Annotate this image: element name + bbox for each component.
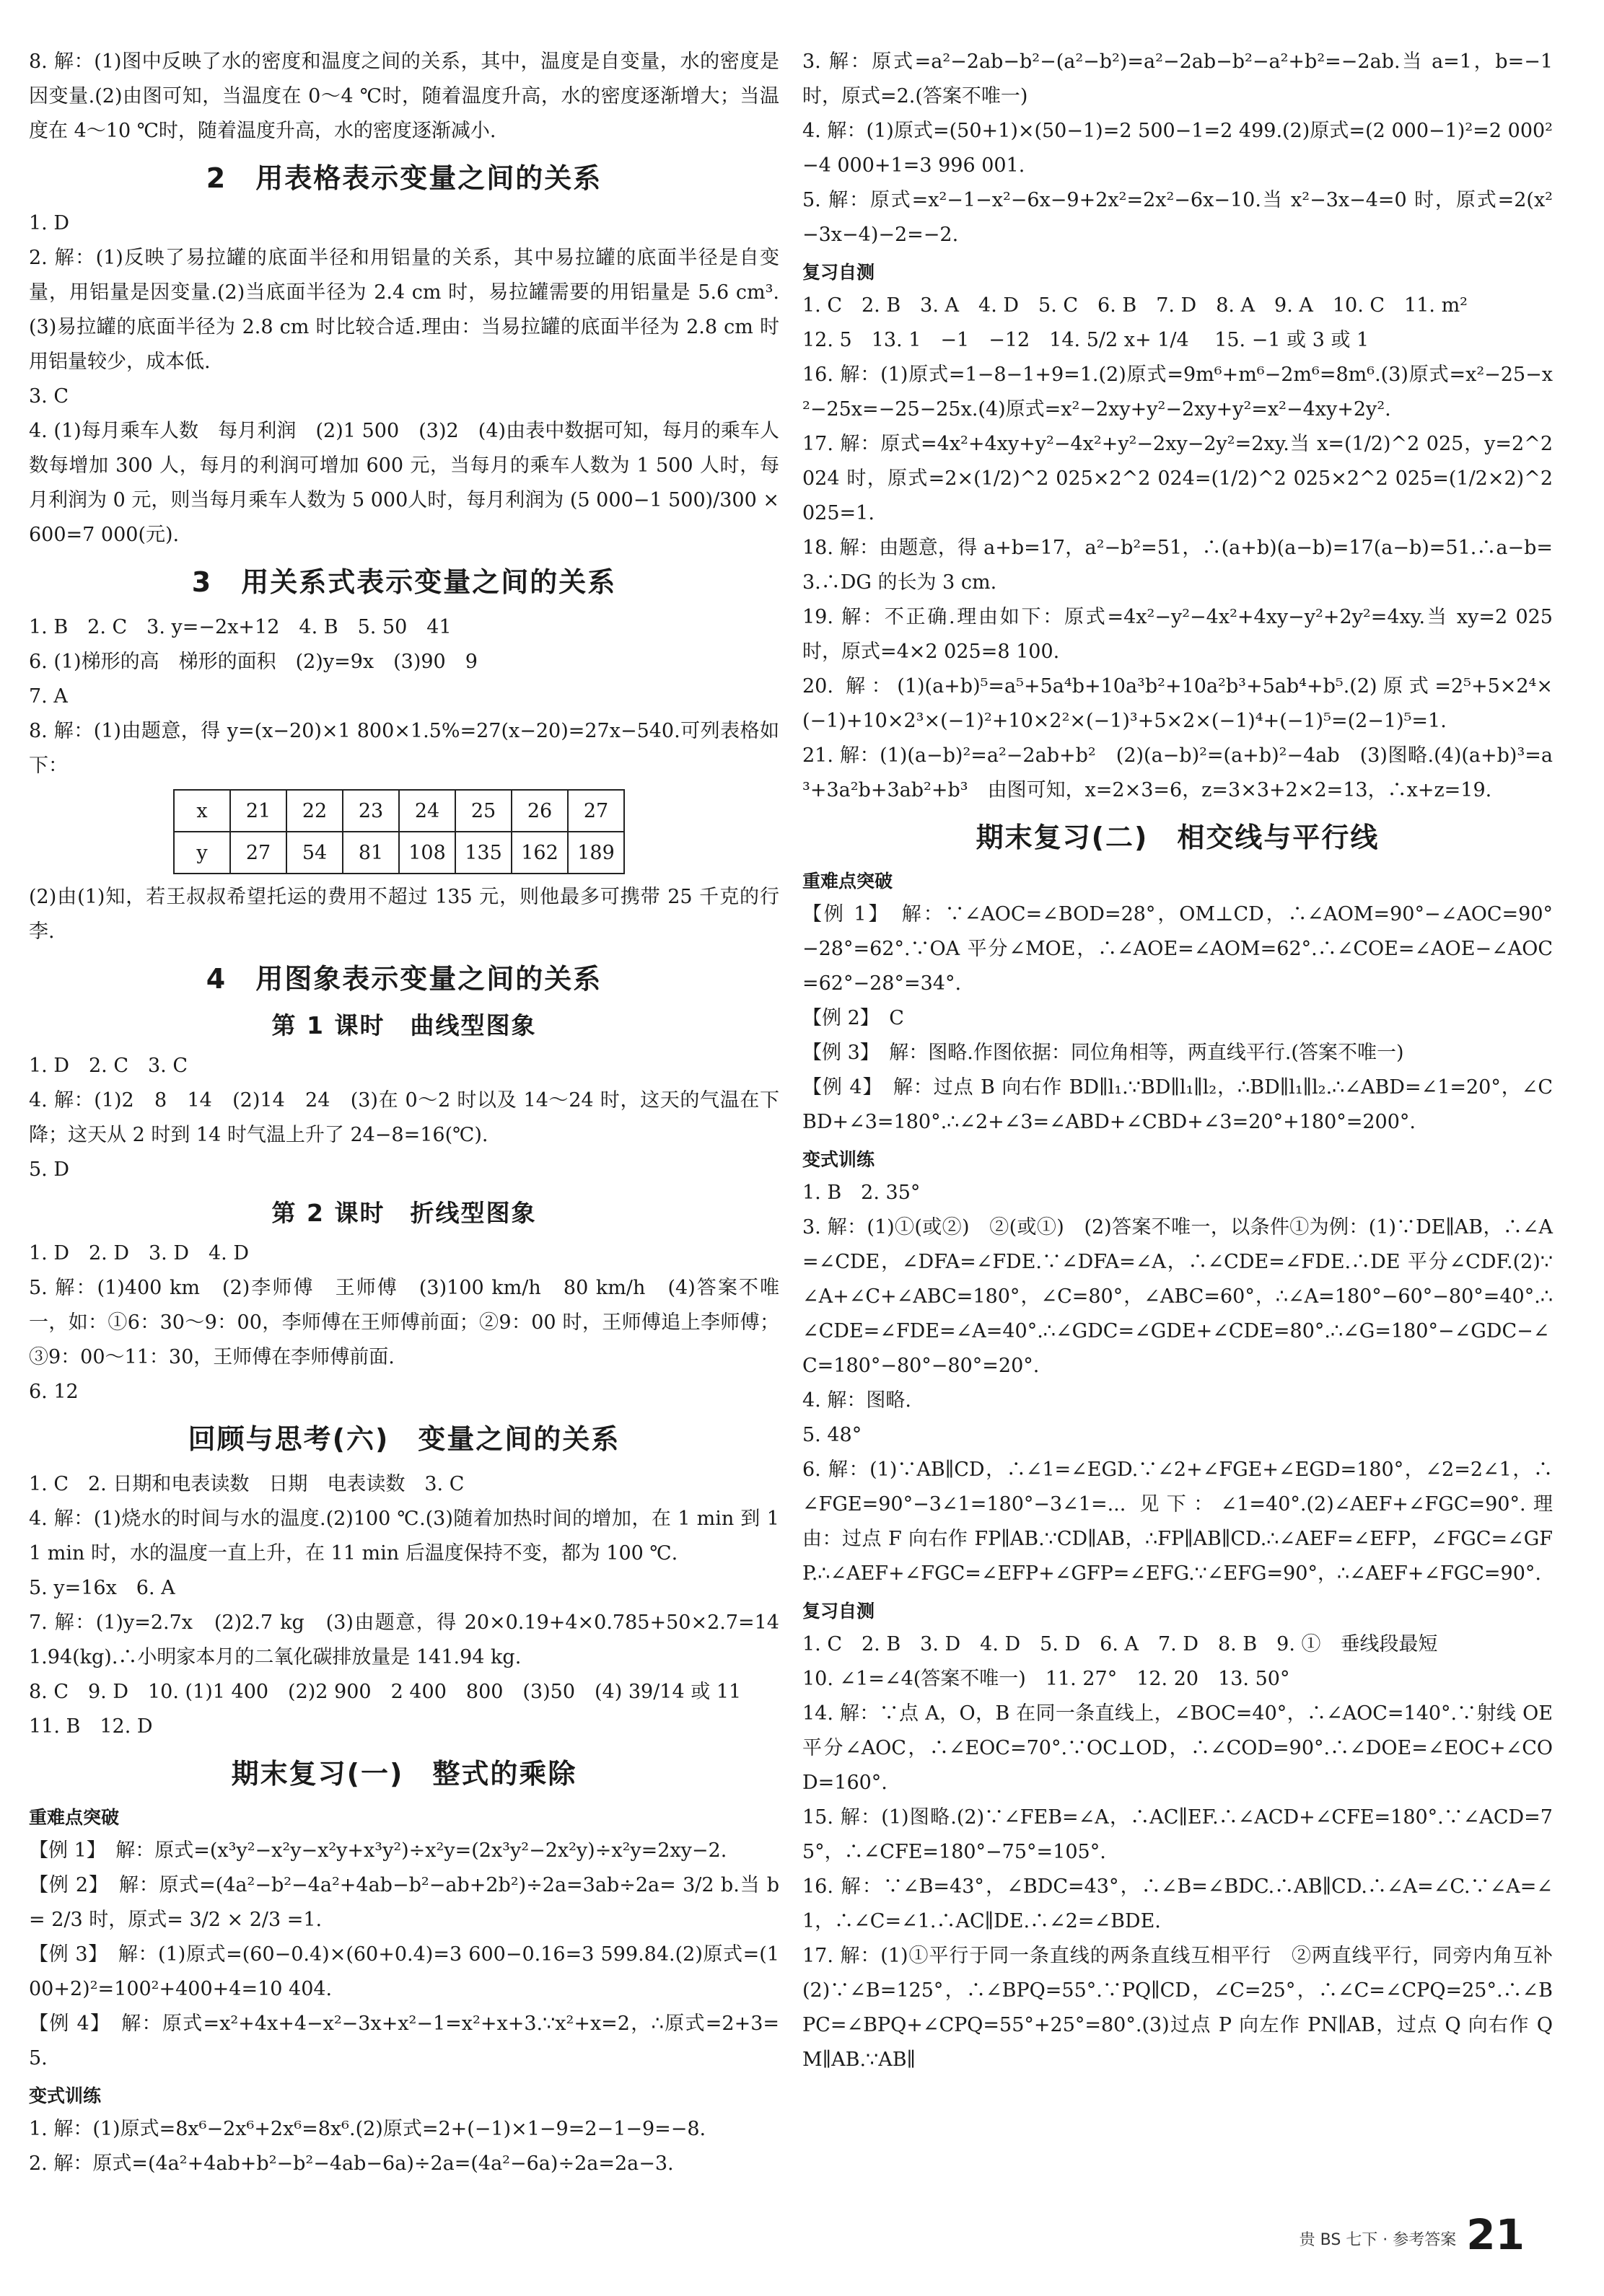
answer-line: 5. 解：原式=x²−1−x²−6x−9+2x²=2x²−6x−10.当 x²−3x−4=0 时，原式=2(x²−3x−4)−2=−2.: [802, 189, 1553, 246]
answer-line: 16. 解：(1)原式=1−8−1+9=1.(2)原式=9m⁶+m⁶−2m⁶=8m⁶.(3)原式=x²−25−x²−25x=−25−25x.(4)原式=x²−2xy+y²−2xy+y²=x²−4xy+2y².: [802, 364, 1553, 421]
answer-line: 1. B 2. C 3. y=−2x+12 4. B 5. 50 41: [29, 616, 452, 638]
answer-line: 6. (1)梯形的高 梯形的面积 (2)y=9x (3)90 9: [29, 651, 478, 673]
left-column: [29, 45, 779, 2181]
answer-line: 1. C 2. 日期和电表读数 日期 电表读数 3. C: [29, 1473, 465, 1495]
page-number: 21: [1466, 2210, 1525, 2259]
answer-line: 21. 解：(1)(a−b)²=a²−2ab+b² (2)(a−b)²=(a+b)²−4ab (3)图略.(4)(a+b)³=a³+3a²b+3ab²+b³ 由图可知，x=2×3=6，z=3×3+2×2=13，∴x+z=19.: [802, 744, 1553, 801]
lesson-1-title: 第 1 课时 曲线型图象: [271, 1011, 537, 1039]
answer-line: 1. B 2. 35°: [802, 1182, 921, 1204]
example-line: 【例 4】 解：过点 B 向右作 BD∥l₁.∵BD∥l₁∥l₂，∴BD∥l₁∥l₂.∴∠ABD=∠1=20°，∠CBD+∠3=180°.∴∠2+∠3=∠ABD+∠CBD+∠3=20°+180°=200°.: [802, 1076, 1553, 1133]
table-x-label: x: [174, 790, 230, 832]
variation-heading: 变式训练: [802, 1149, 875, 1170]
answer-line: 1. D 2. C 3. C: [29, 1055, 188, 1077]
answer-line: 1. D 2. D 3. D 4. D: [29, 1242, 249, 1264]
answer-line: 3. C: [29, 385, 69, 408]
variation-heading: 变式训练: [29, 2085, 102, 2106]
answer-line: 4. (1)每月乘车人数 每月利润 (2)1 500 (3)2 (4)由表中数据可知，每月的乘车人数每增加 300 人，每月的利润可增加 600 元，当每月的乘车人数为 1 500 人时，每月利润为 0 元，则当每月乘车人数为 5 000人时，每月利润为 (5 000−1 500)/300 ×600=7 000(元).: [29, 420, 779, 546]
answer-line: 16. 解：∵∠B=43°，∠BDC=43°，∴∠B=∠BDC.∴AB∥CD.∴∠A=∠C.∵∠A=∠1，∴∠C=∠1.∴AC∥DE.∴∠2=∠BDE.: [802, 1875, 1553, 1932]
table-cell: 135: [455, 832, 512, 874]
answer-line: 6. 解：(1)∵AB∥CD，∴∠1=∠EGD.∵∠2+∠FGE+∠EGD=180°，∠2=2∠1，∴∠FGE=90°−3∠1=180°−3∠1=... 见下：∠1=40°.(2)∠AEF+∠FGC=90°.理由：过点 F 向右作 FP∥AB.∵CD∥AB，∴FP∥AB∥CD.∴∠AEF=∠EFP，∠FGC=∠GFP.∴∠AEF+∠FGC=∠EFP+∠GFP=∠EFG.∵∠EFG=90°，∴∠AEF+∠FGC=90°.: [802, 1459, 1553, 1585]
answer-line: 15. 解：(1)图略.(2)∵∠FEB=∠A，∴AC∥EF.∴∠ACD+∠CFE=180°.∵∠ACD=75°，∴∠CFE=180°−75°=105°.: [802, 1806, 1553, 1863]
example-line: 【例 3】 解：图略.作图依据：同位角相等，两直线平行.(答案不唯一): [802, 1042, 1404, 1064]
page-footer: [1299, 2210, 1525, 2259]
answer-line: 1. C 2. B 3. D 4. D 5. D 6. A 7. D 8. B 9. ① 垂线段最短: [802, 1633, 1438, 1655]
answer-line: 14. 解：∵点 A，O，B 在同一条直线上，∠BOC=40°，∴∠AOC=140°.∵射线 OE 平分∠AOC，∴∠EOC=70°.∵OC⊥OD，∴∠COD=90°.∴∠DOE=∠EOC+∠COD=160°.: [802, 1702, 1553, 1794]
section-3-title: 3 用关系式表示变量之间的关系: [191, 566, 617, 598]
key-points-heading: 重难点突破: [802, 871, 893, 892]
answer-line: (2)由(1)知，若王叔叔希望托运的费用不超过 135 元，则他最多可携带 25 千克的行李.: [29, 886, 779, 943]
answer-line: 10. ∠1=∠4(答案不唯一) 11. 27° 12. 20 13. 50°: [802, 1668, 1290, 1690]
xy-table: [173, 789, 625, 874]
answer-line: 3. 解：(1)①(或②) ②(或①) (2)答案不唯一，以条件①为例：(1)∵DE∥AB，∴∠A=∠CDE，∠DFA=∠FDE.∵∠DFA=∠A，∴∠CDE=∠FDE.∴DE 平分∠CDF.(2)∵∠A+∠C+∠ABC=180°，∠C=80°，∠ABC=60°，∴∠A=180°−60°−80°=40°.∴∠CDE=∠FDE=∠A=40°.∴∠GDC=∠GDE+∠CDE=80°.∴∠G=180°−∠GDC−∠C=180°−80°−80°=20°.: [802, 1216, 1553, 1377]
answer-line: 5. y=16x 6. A: [29, 1577, 175, 1599]
table-cell: 26: [512, 790, 568, 832]
answer-line: 2. 解：(1)反映了易拉罐的底面半径和用铝量的关系，其中易拉罐的底面半径是自变量，用铝量是因变量.(2)当底面半径为 2.4 cm 时，易拉罐需要的用铝量是 5.6 cm³.(3)易拉罐的底面半径为 2.8 cm 时比较合适.理由：当易拉罐的底面半径为 2.8 cm 时用铝量较少，成本低.: [29, 247, 779, 373]
table-cell: 27: [568, 790, 624, 832]
answer-line: 1. D: [29, 212, 69, 234]
answer-line: 20. 解：(1)(a+b)⁵=a⁵+5a⁴b+10a³b²+10a²b³+5ab⁴+b⁵.(2)原式=2⁵+5×2⁴×(−1)+10×2³×(−1)²+10×2²×(−1)³+5×2×(−1)⁴+(−1)⁵=(2−1)⁵=1.: [802, 675, 1553, 732]
answer-line: 5. 48°: [802, 1424, 862, 1446]
answer-line: 11. B 12. D: [29, 1715, 153, 1738]
answer-line: 7. A: [29, 685, 68, 708]
answer-line: 5. D: [29, 1158, 69, 1181]
footer-text: 贵 BS 七下 · 参考答案: [1299, 2231, 1457, 2249]
answer-line: 2. 解：原式=(4a²+4ab+b²−b²−4ab−6a)÷2a=(4a²−6a)÷2a=2a−3.: [29, 2152, 674, 2175]
section-4-title: 4 用图象表示变量之间的关系: [206, 963, 602, 995]
table-cell: 22: [286, 790, 343, 832]
answer-line: 1. 解：(1)原式=8x⁶−2x⁶+2x⁶=8x⁶.(2)原式=2+(−1)×1−9=2−1−9=−8.: [29, 2118, 706, 2140]
table-cell: 162: [512, 832, 568, 874]
answer-line: 19. 解：不正确.理由如下：原式=4x²−y²−4x²+4xy−y²+2y²=4xy.当 xy=2 025 时，原式=4×2 025=8 100.: [802, 606, 1553, 663]
answer-line: 7. 解：(1)y=2.7x (2)2.7 kg (3)由题意，得 20×0.19+4×0.785+50×2.7=141.94(kg).∴小明家本月的二氧化碳排放量是 141.94 kg.: [29, 1611, 779, 1668]
example-line: 【例 3】 解：(1)原式=(60−0.4)×(60+0.4)=3 600−0.16=3 599.84.(2)原式=(100+2)²=100²+400+4=10 404.: [29, 1943, 779, 2000]
final-review-1-title: 期末复习(一) 整式的乘除: [231, 1758, 577, 1790]
q8-answer: 8. 解：(1)图中反映了水的密度和温度之间的关系，其中，温度是自变量，水的密度是因变量.(2)由图可知，当温度在 0～4 ℃时，随着温度升高，水的密度逐渐增大；当温度在 4～10 ℃时，随着温度升高，水的密度逐渐减小.: [29, 50, 779, 142]
answer-line: 8. C 9. D 10. (1)1 400 (2)2 900 2 400 800 (3)50 (4) 39/14 或 11: [29, 1681, 742, 1703]
example-line: 【例 2】 C: [802, 1007, 904, 1029]
answer-line: 8. 解：(1)由题意，得 y=(x−20)×1 800×1.5%=27(x−20)=27x−540.可列表格如下：: [29, 720, 779, 777]
table-cell: 24: [399, 790, 455, 832]
example-line: 【例 1】 解：∵∠AOC=∠BOD=28°，OM⊥CD，∴∠AOM=90°−∠AOC=90°−28°=62°.∵OA 平分∠MOE，∴∠AOE=∠AOM=62°.∴∠COE=∠AOE−∠AOC=62°−28°=34°.: [802, 903, 1553, 995]
answer-line: 12. 5 13. 1 −1 −12 14. 5/2 x+ 1/4 15. −1 或 3 或 1: [802, 329, 1369, 351]
table-cell: 189: [568, 832, 624, 874]
answer-line: 6. 12: [29, 1381, 79, 1403]
answer-line: 18. 解：由题意，得 a+b=17，a²−b²=51，∴(a+b)(a−b)=17(a−b)=51.∴a−b=3.∴DG 的长为 3 cm.: [802, 537, 1553, 594]
table-cell: 25: [455, 790, 512, 832]
table-cell: 54: [286, 832, 343, 874]
example-line: 【例 4】 解：原式=x²+4x+4−x²−3x+x²−1=x²+x+3.∵x²+x=2，∴原式=2+3=5.: [29, 2013, 779, 2070]
answer-line: 3. 解：原式=a²−2ab−b²−(a²−b²)=a²−2ab−b²−a²+b²=−2ab.当 a=1，b=−1 时，原式=2.(答案不唯一): [802, 50, 1553, 107]
key-points-heading: 重难点突破: [29, 1807, 120, 1828]
example-line: 【例 1】 解：原式=(x³y²−x²y−x²y+x³y²)÷x²y=(2x³y²−2x²y)÷x²y=2xy−2.: [29, 1839, 727, 1862]
table-cell: 21: [230, 790, 286, 832]
answer-line: 4. 解：(1)原式=(50+1)×(50−1)=2 500−1=2 499.(2)原式=(2 000−1)²=2 000²−4 000+1=3 996 001.: [802, 120, 1553, 177]
section-2-title: 2 用表格表示变量之间的关系: [206, 162, 602, 194]
review-6-title: 回顾与思考(六) 变量之间的关系: [188, 1423, 621, 1455]
table-y-label: y: [174, 832, 230, 874]
answer-line: 1. C 2. B 3. A 4. D 5. C 6. B 7. D 8. A 9. A 10. C 11. m²: [802, 294, 1468, 317]
table-cell: 23: [343, 790, 399, 832]
example-line: 【例 2】 解：原式=(4a²−b²−4a²+4ab−b²−ab+2b²)÷2a=3ab÷2a= 3/2 b.当 b= 2/3 时，原式= 3/2 × 2/3 =1.: [29, 1874, 779, 1931]
self-test-heading: 复习自测: [802, 262, 875, 283]
answer-line: 5. 解：(1)400 km (2)李师傅 王师傅 (3)100 km/h 80 km/h (4)答案不唯一，如：①6：30～9：00，李师傅在王师傅前面；②9：00 时，王师傅追上李师傅；③9：00～11：30，王师傅在李师傅前面.: [29, 1277, 779, 1368]
table-cell: 81: [343, 832, 399, 874]
answer-line: 4. 解：图略.: [802, 1389, 911, 1412]
lesson-2-title: 第 2 课时 折线型图象: [271, 1199, 537, 1227]
answer-line: 4. 解：(1)2 8 14 (2)14 24 (3)在 0～2 时以及 14～24 时，这天的气温在下降；这天从 2 时到 14 时气温上升了 24−8=16(℃).: [29, 1089, 779, 1146]
answer-line: 17. 解：(1)①平行于同一条直线的两条直线互相平行 ②两直线平行，同旁内角互补 (2)∵∠B=125°，∴∠BPQ=55°.∵PQ∥CD，∠C=25°，∴∠C=∠CPQ=25°.∴∠BPC=∠BPQ+∠CPQ=55°+25°=80°.(3)过点 P 向左作 PN∥AB，过点 Q 向右作 QM∥AB.∵AB∥: [802, 1945, 1572, 2071]
answer-line: 4. 解：(1)烧水的时间与水的温度.(2)100 ℃.(3)随着加热时间的增加，在 1 min 到 11 min 时，水的温度一直上升，在 11 min 后温度保持不变，都为 100 ℃.: [29, 1508, 779, 1565]
table-cell: 27: [230, 832, 286, 874]
final-review-2-title: 期末复习(二) 相交线与平行线: [976, 822, 1380, 853]
self-test-heading: 复习自测: [802, 1601, 875, 1622]
right-column: [802, 45, 1572, 2077]
table-cell: 108: [399, 832, 455, 874]
answer-line: 17. 解：原式=4x²+4xy+y²−4x²+y²−2xy−2y²=2xy.当 x=(1/2)^2 025，y=2^2 024 时，原式=2×(1/2)^2 025×2^2 024=(1/2)^2 025×2^2 025=(1/2×2)^2 025=1.: [802, 433, 1553, 524]
